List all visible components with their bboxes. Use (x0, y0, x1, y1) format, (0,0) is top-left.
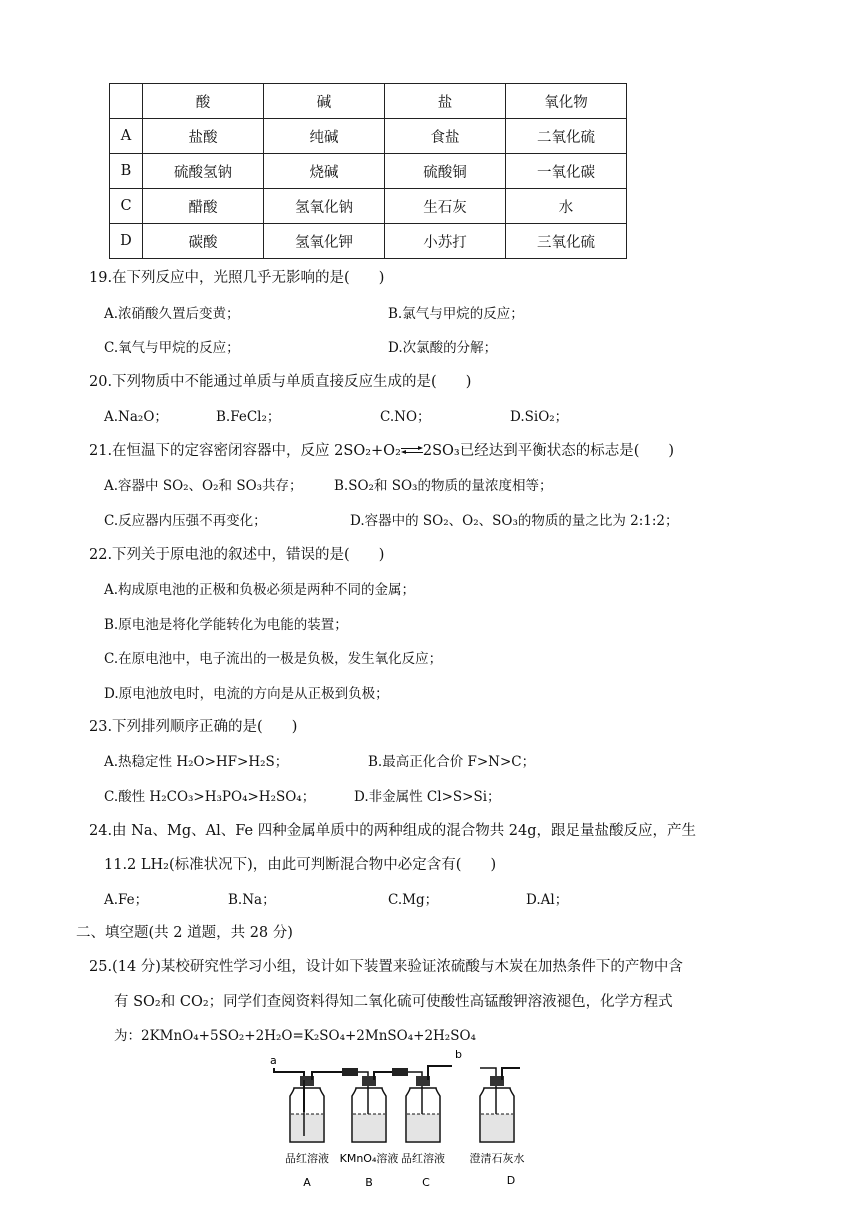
question-21-option-b: B.SO₂和 SO₃的物质的量浓度相等； (334, 478, 553, 494)
question-24-option-d: D.Al； (526, 892, 569, 908)
question-23-option-a: A.热稳定性 H₂O>HF>H₂S； (104, 754, 289, 770)
table-cell: C (110, 189, 143, 224)
question-25-line2: 有 SO₂和 CO₂；同学们查阅资料得知二氧化硫可使酸性高锰酸钾溶液褪色，化学方程式 (114, 994, 673, 1010)
question-24-stem-line2: 11.2 LH₂(标准状况下)，由此可判断混合物中必定含有( ) (104, 857, 497, 873)
bottle-a (290, 1072, 342, 1142)
table-cell: 二氧化硫 (506, 119, 627, 154)
bottle-b-letter: B (365, 1176, 373, 1189)
question-19-option-d: D.次氯酸的分解； (388, 340, 498, 356)
question-23-option-d: D.非金属性 Cl>S>Si； (354, 789, 501, 805)
table-row (110, 224, 627, 259)
table-cell: 硫酸氢钠 (143, 154, 264, 189)
bottle-a-letter: A (303, 1176, 311, 1189)
question-20-option-a: A.Na₂O； (104, 409, 168, 425)
question-22-stem: 22.下列关于原电池的叙述中，错误的是( ) (89, 547, 385, 563)
rubber-connector (392, 1068, 408, 1076)
bottle-d (480, 1068, 520, 1142)
table-cell: 烧碱 (264, 154, 385, 189)
solution (407, 1114, 439, 1141)
question-24-option-c: C.Mg； (388, 892, 439, 908)
question-24-option-a: A.Fe； (104, 892, 149, 908)
bottle-c-solution-label: 品红溶液 (401, 1152, 445, 1165)
question-22-option-a: A.构成原电池的正极和负极必须是两种不同的金属； (104, 582, 416, 598)
equilibrium-arrow-icon (401, 446, 423, 456)
question-22-option-c: C.在原电池中，电子流出的一极是负极，发生氧化反应； (104, 651, 443, 667)
table-row (110, 154, 627, 189)
bottle-c (406, 1066, 452, 1142)
apparatus-diagram (266, 1050, 546, 1190)
rubber-connector (342, 1068, 358, 1076)
question-21-option-a: A.容器中 SO₂、O₂和 SO₃共存； (104, 478, 303, 494)
question-21-stem (89, 439, 674, 460)
port-a-label: a (270, 1054, 277, 1067)
classification-table (109, 83, 627, 259)
question-25-line1: 25.(14 分)某校研究性学习小组，设计如下装置来验证浓硫酸与木炭在加热条件下的产物中含 (89, 959, 683, 975)
question-21-option-d: D.容器中的 SO₂、O₂、SO₃的物质的量之比为 2:1:2； (350, 513, 679, 529)
table-cell: 纯碱 (264, 119, 385, 154)
question-23-option-b: B.最高正化合价 F>N>C； (368, 754, 536, 770)
question-25-equation: 为：2KMnO₄+5SO₂+2H₂O=K₂SO₄+2MnSO₄+2H₂SO₄ (114, 1028, 476, 1044)
solution (291, 1114, 323, 1141)
section-heading: 二、填空题(共 2 道题，共 28 分) (76, 925, 293, 941)
question-20-option-b: B.FeCl₂； (216, 409, 281, 425)
solution (481, 1114, 513, 1141)
port-b-label: b (455, 1050, 462, 1061)
question-20-stem: 20.下列物质中不能通过单质与单质直接反应生成的是( ) (89, 374, 472, 390)
question-23-option-c: C.酸性 H₂CO₃>H₃PO₄>H₂SO₄； (104, 789, 316, 805)
table-cell: D (110, 224, 143, 259)
solution (353, 1114, 385, 1141)
table-cell: 碳酸 (143, 224, 264, 259)
table-cell: 醋酸 (143, 189, 264, 224)
table-cell: 一氧化碳 (506, 154, 627, 189)
table-cell: B (110, 154, 143, 189)
question-20-option-d: D.SiO₂； (510, 409, 569, 425)
bottle-a-solution-label: 品红溶液 (285, 1152, 329, 1165)
table-cell: 氢氧化钠 (264, 189, 385, 224)
table-cell: A (110, 119, 143, 154)
question-24-stem-line1: 24.由 Na、Mg、Al、Fe 四种金属单质中的两种组成的混合物共 24g，跟足量盐酸反应，产生 (89, 823, 697, 839)
table-cell: 小苏打 (385, 224, 506, 259)
bottle-c-letter: C (422, 1176, 430, 1189)
question-24-option-b: B.Na； (228, 892, 276, 908)
table-cell: 水 (506, 189, 627, 224)
question-21-stem-end: 2SO₃已经达到平衡状态的标志是( ) (422, 443, 675, 459)
table-header-cell: 氧化物 (506, 84, 627, 119)
question-19-option-a: A.浓硝酸久置后变黄； (104, 306, 240, 322)
question-22-option-b: B.原电池是将化学能转化为电能的装置； (104, 617, 348, 633)
question-22-option-d: D.原电池放电时，电流的方向是从正极到负极； (104, 686, 389, 702)
outlet-tube (428, 1066, 452, 1080)
bottle-d-letter: D (506, 1174, 516, 1187)
bottle-b (352, 1072, 392, 1142)
table-cell (110, 84, 143, 119)
table-cell: 食盐 (385, 119, 506, 154)
table-cell: 盐酸 (143, 119, 264, 154)
question-19-option-c: C.氧气与甲烷的反应； (104, 340, 240, 356)
table-cell: 硫酸铜 (385, 154, 506, 189)
table-cell: 生石灰 (385, 189, 506, 224)
table-cell: 三氧化硫 (506, 224, 627, 259)
bottle-d-solution-label: 澄清石灰水 (469, 1152, 525, 1165)
question-21-stem-start: 21.在恒温下的定容密闭容器中，反应 2SO₂+O₂ (89, 443, 401, 459)
inlet-tube (274, 1068, 304, 1112)
table-header-cell: 酸 (143, 84, 264, 119)
question-19-stem: 19.在下列反应中，光照几乎无影响的是( ) (89, 270, 385, 286)
table-header-row (110, 84, 627, 119)
table-header-cell: 碱 (264, 84, 385, 119)
table-cell: 氢氧化钾 (264, 224, 385, 259)
table-row (110, 189, 627, 224)
bottle-b-solution-label: KMnO₄溶液 (339, 1152, 399, 1165)
table-header-cell: 盐 (385, 84, 506, 119)
question-19-option-b: B.氯气与甲烷的反应； (388, 306, 524, 322)
question-20-option-c: C.NO； (380, 409, 431, 425)
question-21-option-c: C.反应器内压强不再变化； (104, 513, 267, 529)
question-23-stem: 23.下列排列顺序正确的是( ) (89, 719, 298, 735)
table-row (110, 119, 627, 154)
